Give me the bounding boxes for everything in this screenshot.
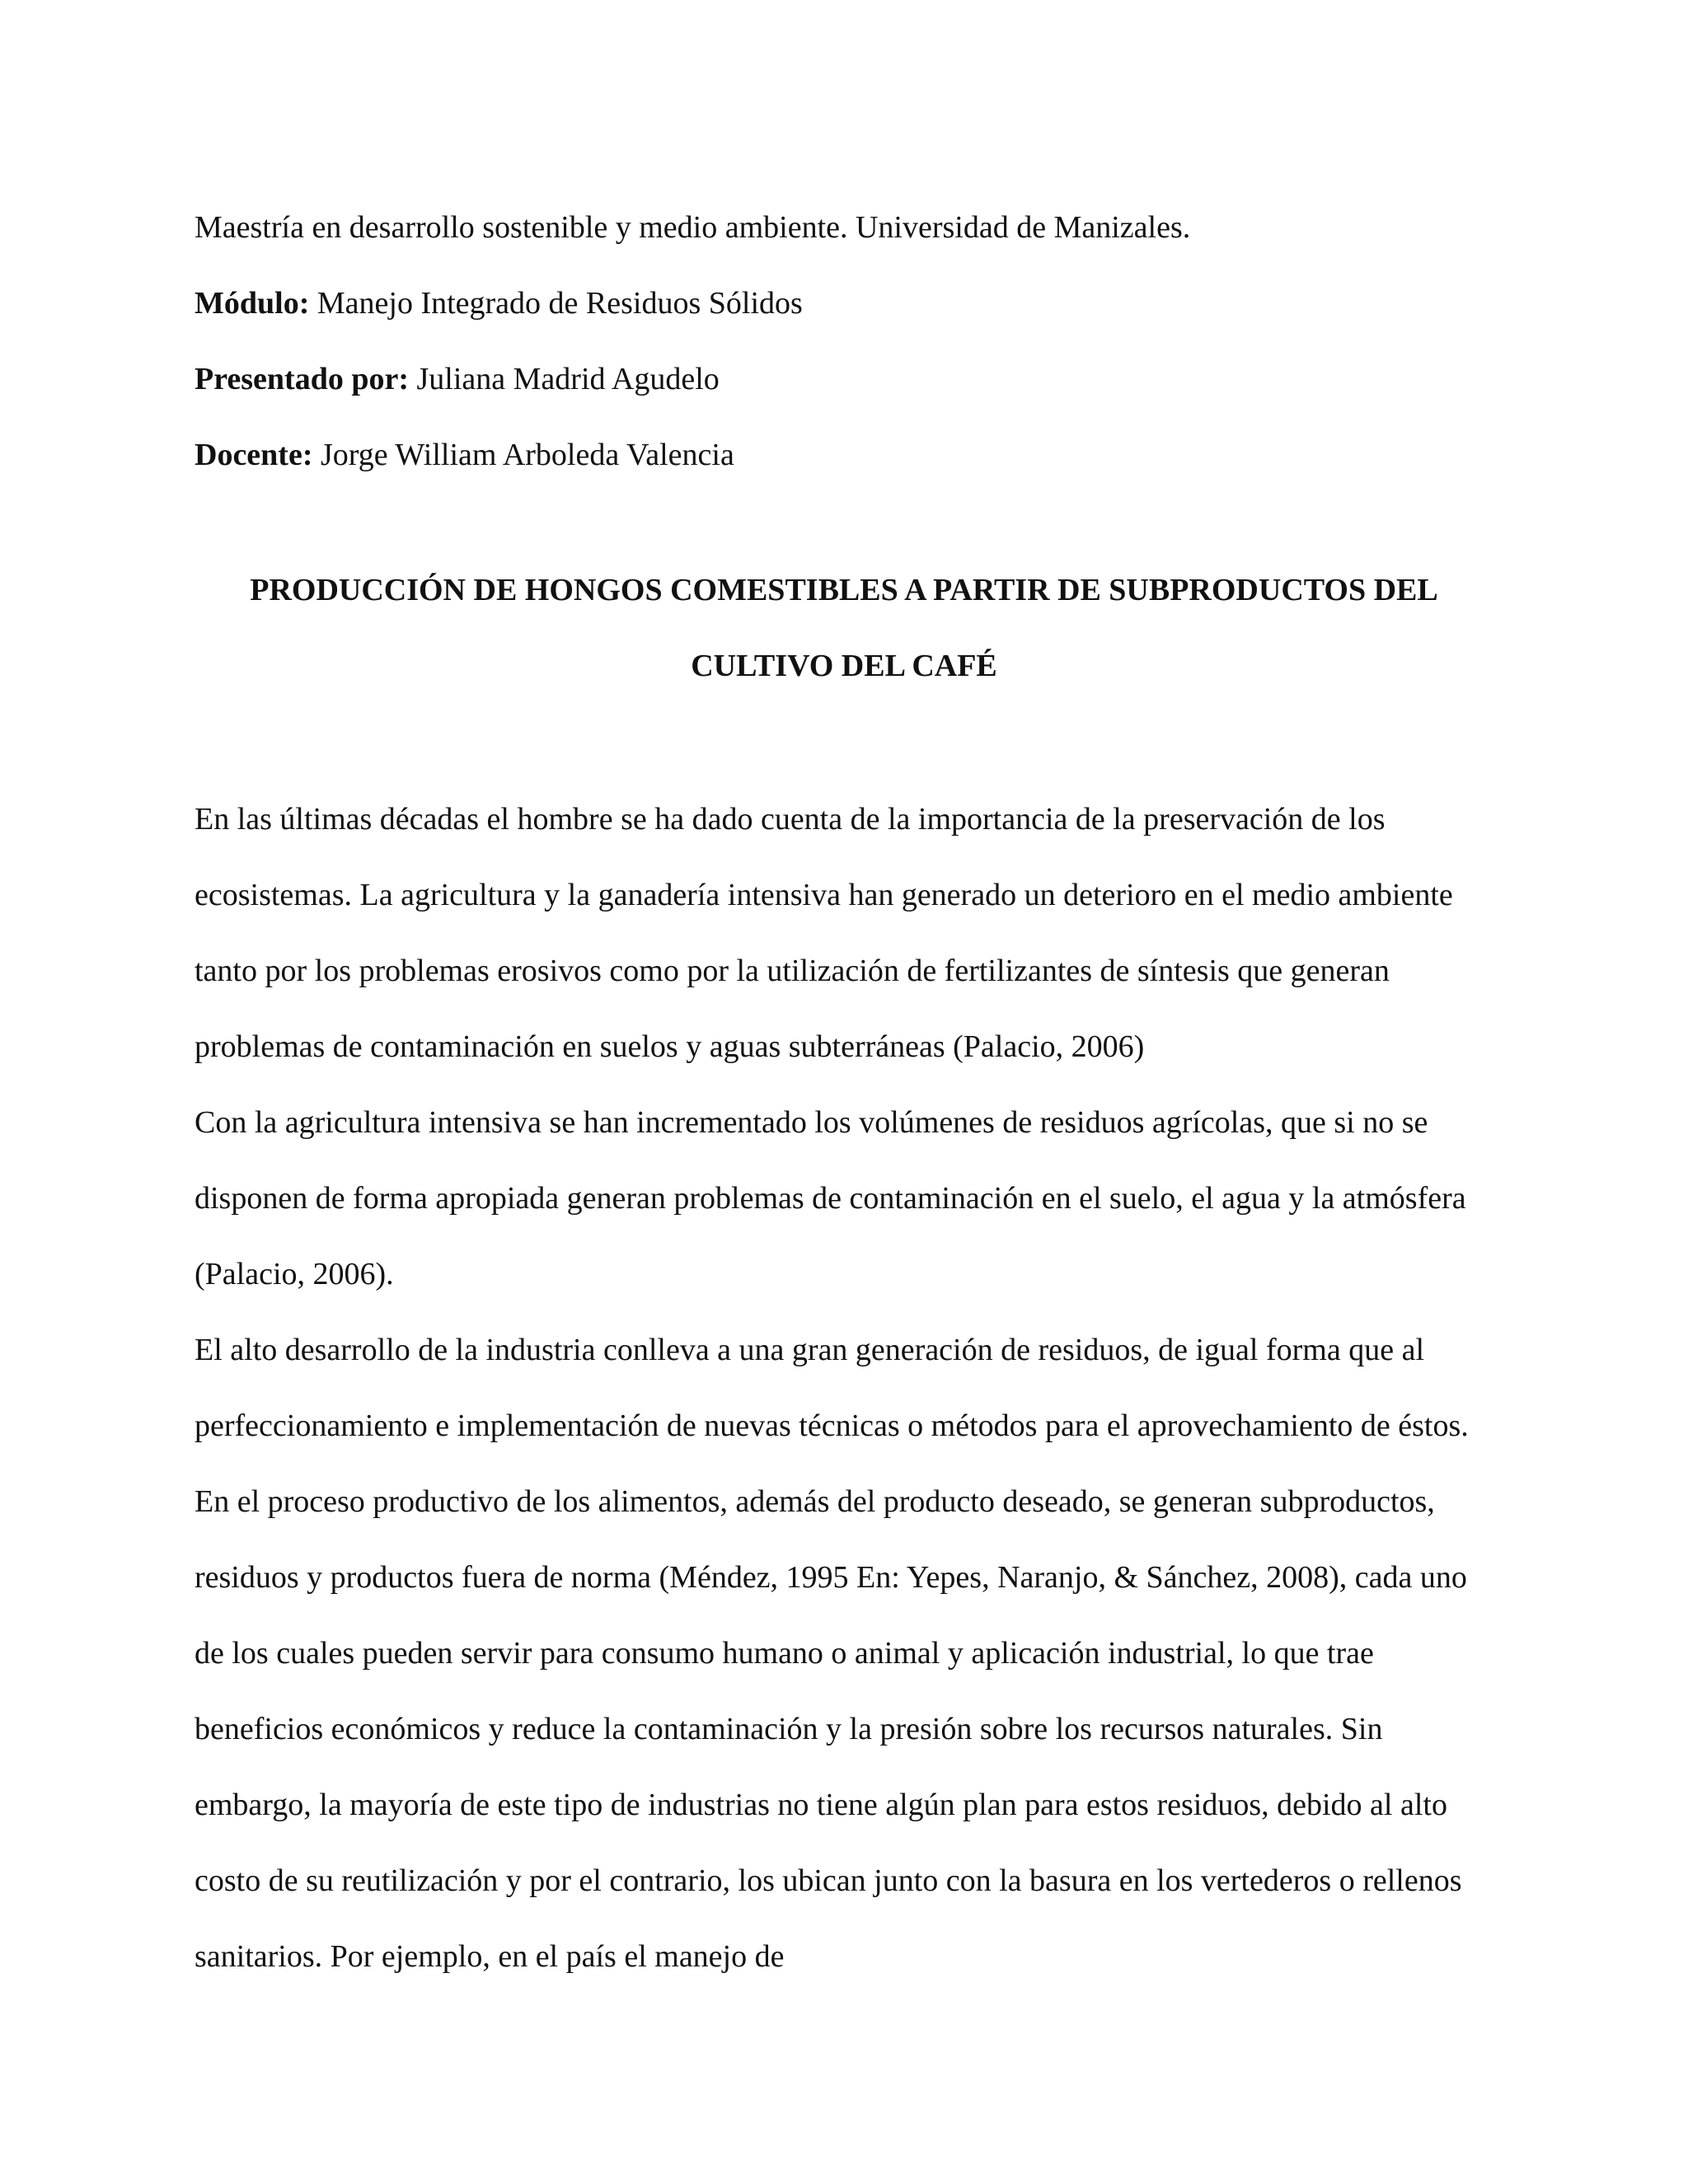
paragraph-2: Con la agricultura intensiva se han incrementado los volúmenes de residuos agrícolas, que si no se disponen de forma apropiada generan problemas de contaminación en el suelo, el agua y la atmósfera (Palacio, 2006). [195, 1105, 1466, 1291]
presenter-line [195, 341, 1513, 417]
module-line [195, 265, 1513, 341]
institution-line [195, 190, 1513, 265]
presenter-value: Juliana Madrid Agudelo [409, 362, 720, 396]
paragraph-1: En las últimas décadas el hombre se ha dado cuenta de la importancia de la preservación de los ecosistemas. La agricultura y la ganadería intensiva han generado un deterioro en el medio ambiente tanto por los problemas erosivos como por la utilización de fertilizantes de síntesis que generan problemas de contaminación en suelos y aguas subterráneas (Palacio, 2006) [195, 802, 1453, 1064]
teacher-value: Jorge William Arboleda Valencia [312, 438, 734, 472]
institution-text: Maestría en desarrollo sostenible y medio ambiente. Universidad de Manizales. [195, 210, 1191, 245]
document-title [195, 552, 1493, 704]
module-value: Manejo Integrado de Residuos Sólidos [309, 286, 803, 321]
paragraph-3: El alto desarrollo de la industria conlleva a una gran generación de residuos, de igual forma que al perfeccionamiento e implementación de nuevas técnicas o métodos para el aprovechamiento de éstos. En el proceso productivo de los alimentos, además del producto deseado, se generan subproductos, residuos y productos fuera de norma (Méndez, 1995 En: Yepes, Naranjo, & Sánchez, 2008), cada uno de los cuales pueden servir para consumo humano o animal y aplicación industrial, lo que trae beneficios económicos y reduce la contaminación y la presión sobre los recursos naturales. Sin embargo, la mayoría de este tipo de industrias no tiene algún plan para estos residuos, debido al alto costo de su reutilización y por el contrario, los ubican junto con la basura en los vertederos o rellenos sanitarios. Por ejemplo, en el país el manejo de [195, 1333, 1469, 1974]
title-line-2: CULTIVO DEL CAFÉ [691, 649, 997, 683]
teacher-line [195, 417, 1513, 493]
title-line-1: PRODUCCIÓN DE HONGOS COMESTIBLES A PARTIR DE SUBPRODUCTOS DEL [250, 573, 1438, 607]
document-header [195, 190, 1513, 493]
teacher-label: Docente: [195, 438, 313, 472]
body-text [195, 781, 1493, 1994]
presenter-label: Presentado por: [195, 362, 409, 396]
module-label: Módulo: [195, 286, 310, 321]
